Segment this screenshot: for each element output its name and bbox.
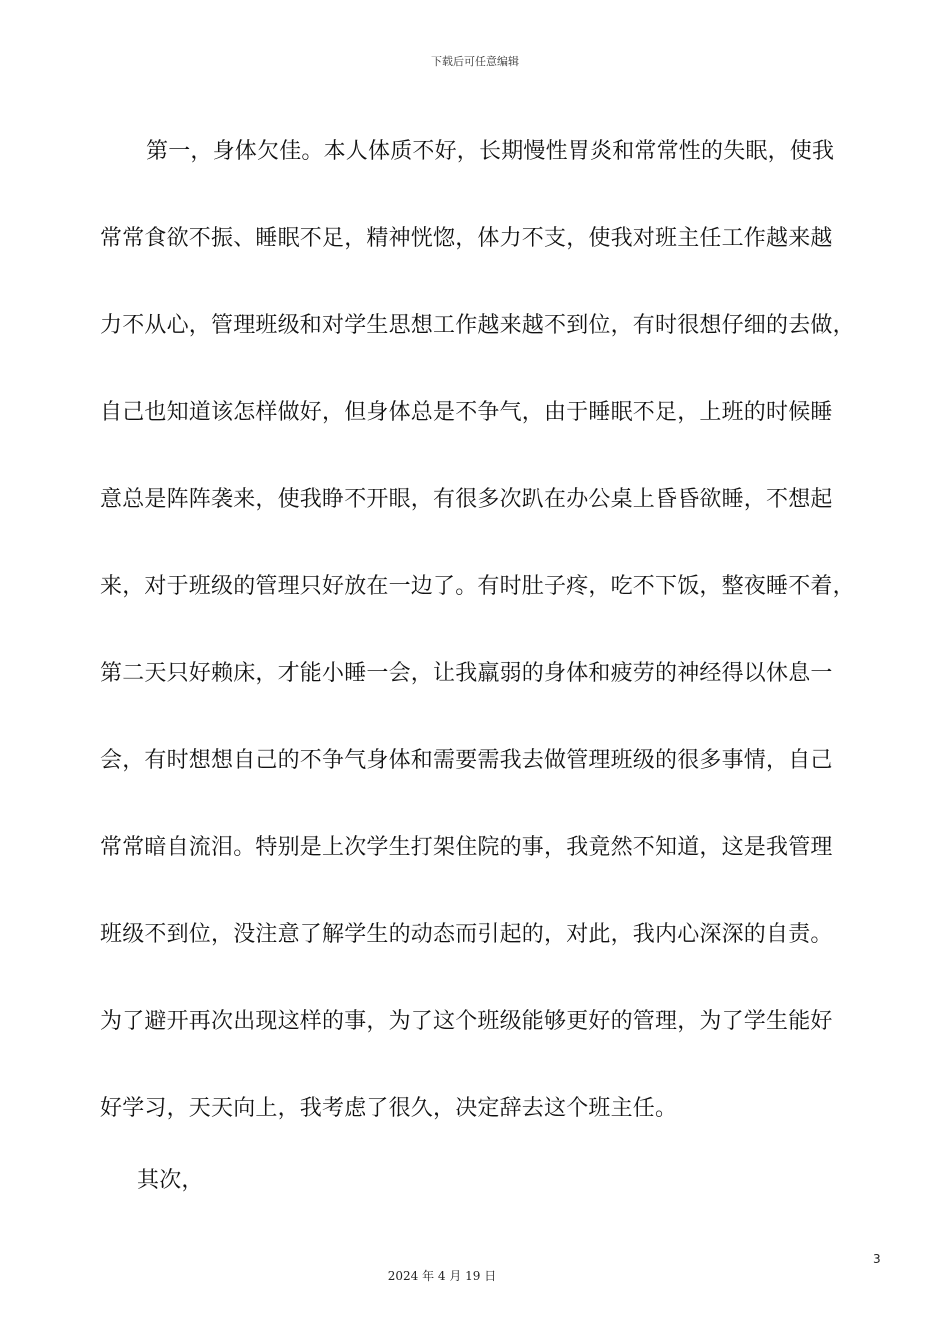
paragraph-line: 常常暗自流泪。特别是上次学生打架住院的事，我竟然不知道，这是我管理	[100, 835, 833, 860]
paragraph-line: 意总是阵阵袭来，使我睁不开眼，有很多次趴在办公桌上昏昏欲睡，不想起	[100, 487, 833, 512]
paragraph-line: 来，对于班级的管理只好放在一边了。有时肚子疼，吃不下饭，整夜睡不着，	[100, 574, 855, 599]
paragraph-line: 常常食欲不振、睡眠不足，精神恍惚，体力不支，使我对班主任工作越来越	[100, 226, 833, 251]
paragraph-line: 班级不到位，没注意了解学生的动态而引起的，对此，我内心深深的自责。	[100, 922, 833, 947]
paragraph-line: 为了避开再次出现这样的事，为了这个班级能够更好的管理，为了学生能好	[100, 1009, 833, 1034]
paragraph-line: 自己也知道该怎样做好，但身体总是不争气，由于睡眠不足，上班的时候睡	[100, 400, 833, 425]
paragraph-line: 力不从心，管理班级和对学生思想工作越来越不到位，有时很想仔细的去做，	[100, 313, 855, 338]
paragraph-line: 第二天只好赖床，才能小睡一会，让我羸弱的身体和疲劳的神经得以休息一	[100, 661, 833, 686]
page-number: 3	[873, 1252, 881, 1266]
paragraph-line: 好学习，天天向上，我考虑了很久，决定辞去这个班主任。	[100, 1096, 678, 1121]
paragraph-line: 其次，	[137, 1168, 204, 1193]
page-header: 下载后可任意编辑	[431, 55, 519, 68]
page-footer-date: 2024 年 4 月 19 日	[387, 1269, 497, 1283]
paragraph-line: 会，有时想想自己的不争气身体和需要需我去做管理班级的很多事情，自己	[100, 748, 833, 773]
paragraph-line: 第一，身体欠佳。本人体质不好，长期慢性胃炎和常常性的失眠，使我	[146, 139, 835, 164]
